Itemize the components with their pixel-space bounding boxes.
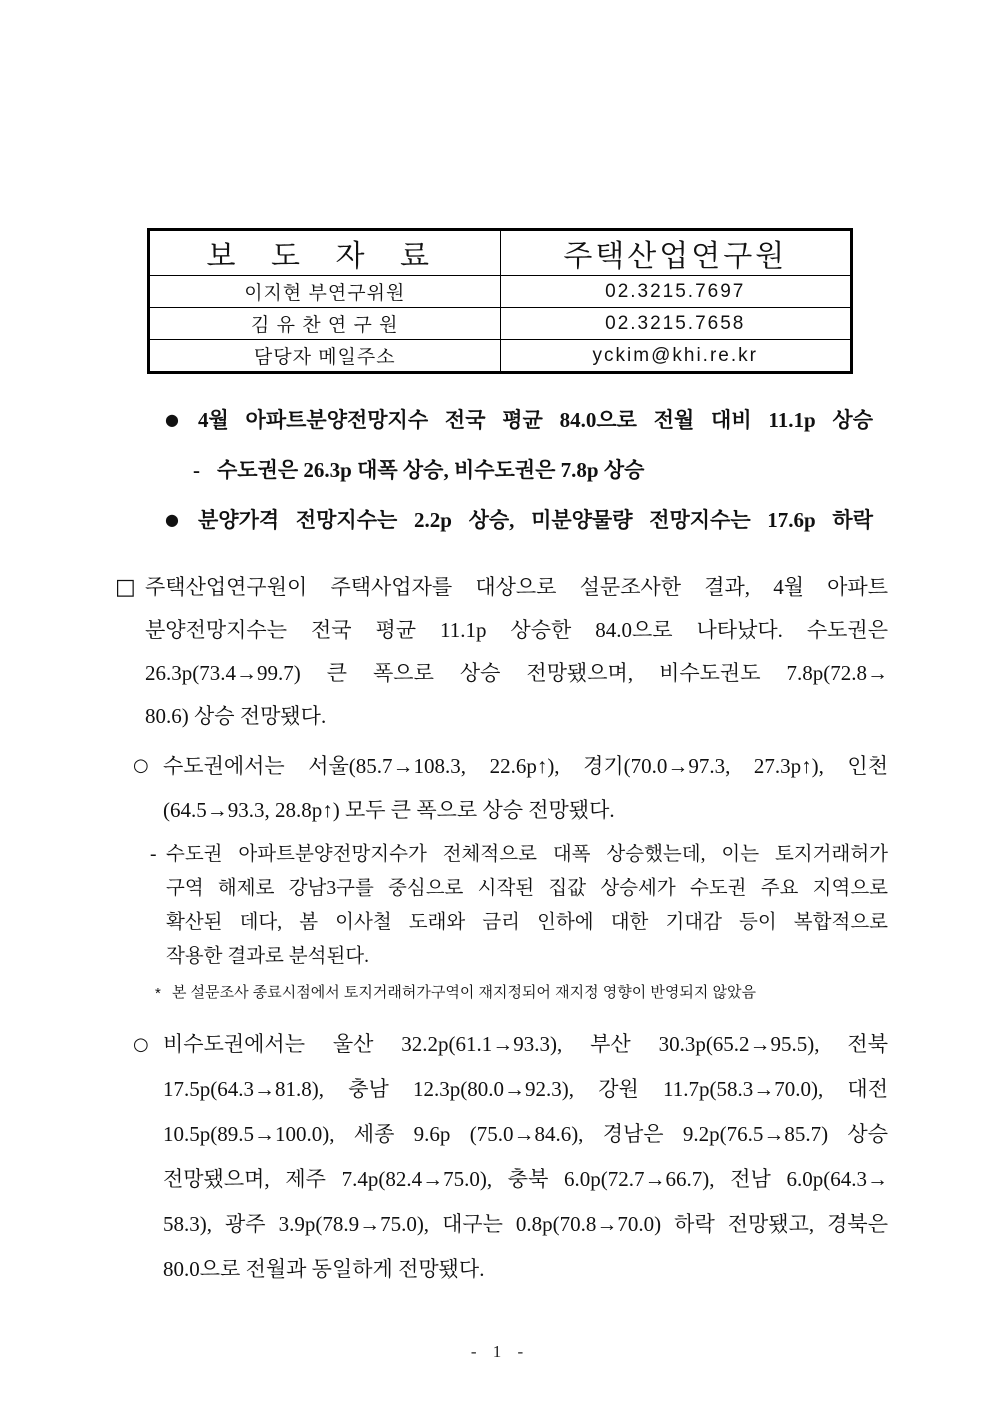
paragraph-line: 58.3), 광주 3.9p(78.9→75.0), 대구는 0.8p(70.8→70.0) 하락 전망됐고, 경북은 xyxy=(163,1212,888,1236)
square-marker-icon: □ xyxy=(115,575,136,600)
paragraph-line: 분양전망지수는 전국 평균 11.1p 상승한 84.0으로 나타났다. 수도권은 xyxy=(145,618,888,642)
highlight-bullet-2 xyxy=(165,495,873,545)
paragraph-main xyxy=(115,566,888,738)
paragraph-line: (64.5→93.3, 28.8p↑) 모두 큰 폭으로 상승 전망됐다. xyxy=(163,798,615,822)
paragraph-line: 비수도권에서는 울산 32.2p(61.1→93.3), 부산 30.3p(65.2→95.5), 전북 xyxy=(163,1032,888,1056)
masthead-row xyxy=(149,230,852,276)
paragraph-line: 수도권 아파트분양전망지수가 전체적으로 대폭 상승했는데, 이는 토지거래허가 xyxy=(166,844,888,865)
highlight-text: 4월 아파트분양전망지수 전국 평균 84.0으로 전월 대비 11.1p 상승 xyxy=(198,408,873,432)
contact-phone-1: 02.3215.7697 xyxy=(500,276,852,308)
paragraph-line: 주택산업연구원이 주택사업자를 대상으로 설문조사한 결과, 4월 아파트 xyxy=(145,575,888,599)
bullet-icon: ● xyxy=(165,510,179,529)
contact-row xyxy=(149,308,852,340)
paragraph-line: 구역 해제로 강남3구를 중심으로 시작된 집값 상승세가 수도권 주요 지역으로 xyxy=(166,878,888,899)
highlight-text: 수도권은 26.3p 대폭 상승, 비수도권은 7.8p 상승 xyxy=(217,458,645,482)
highlight-text: 분양가격 전망지수는 2.2p 상승, 미분양물량 전망지수는 17.6p 하락 xyxy=(198,508,873,532)
circle-marker-icon: ○ xyxy=(133,1034,149,1055)
highlight-sub-item xyxy=(165,445,873,495)
contact-email-label: 담당자 메일주소 xyxy=(149,340,501,373)
contact-row xyxy=(149,340,852,373)
paragraph-analysis xyxy=(150,838,888,974)
asterisk-marker: * xyxy=(155,985,161,1002)
contact-person-1: 이지현 부연구위원 xyxy=(149,276,501,308)
paragraph-metro xyxy=(133,744,888,832)
paragraph-line: 80.0으로 전월과 동일하게 전망됐다. xyxy=(163,1257,485,1281)
footnote-text: 본 설문조사 종료시점에서 토지거래허가구역이 재지정되어 재지정 영향이 반영되지 않았음 xyxy=(172,984,756,1001)
dash-marker: - xyxy=(150,844,157,865)
paragraph-line: 26.3p(73.4→99.7) 큰 폭으로 상승 전망됐으며, 비수도권도 7.8p(72.8→ xyxy=(145,661,888,685)
dash-marker: - xyxy=(193,458,200,482)
footnote xyxy=(155,982,885,1004)
page-number: - 1 - xyxy=(470,1342,530,1361)
contact-email-value: yckim@khi.re.kr xyxy=(500,340,852,373)
paragraph-line: 80.6) 상승 전망됐다. xyxy=(145,704,327,728)
paragraph-line: 확산된 데다, 봄 이사철 도래와 금리 인하에 대한 기대감 등이 복합적으로 xyxy=(166,912,888,933)
paragraph-line: 17.5p(64.3→81.8), 충남 12.3p(80.0→92.3), 강원 11.7p(58.3→70.0), 대전 xyxy=(163,1077,888,1101)
paragraph-line: 전망됐으며, 제주 7.4p(82.4→75.0), 충북 6.0p(72.7→66.7), 전남 6.0p(64.3→ xyxy=(163,1167,888,1191)
paragraph-nonmetro xyxy=(133,1022,888,1292)
highlights-section xyxy=(165,395,873,545)
contact-person-2: 김 유 찬 연 구 원 xyxy=(149,308,501,340)
organization-name: 주택산업연구원 xyxy=(500,230,852,276)
paragraph-line: 작용한 결과로 분석된다. xyxy=(166,946,369,967)
contact-table xyxy=(147,228,853,374)
bullet-icon: ● xyxy=(165,410,179,429)
press-release-title: 보 도 자 료 xyxy=(149,230,501,276)
paragraph-line: 10.5p(89.5→100.0), 세종 9.6p (75.0→84.6), 경남은 9.2p(76.5→85.7) 상승 xyxy=(163,1122,888,1146)
contact-row xyxy=(149,276,852,308)
highlight-bullet-1 xyxy=(165,395,873,445)
paragraph-line: 수도권에서는 서울(85.7→108.3, 22.6p↑), 경기(70.0→97.3, 27.3p↑), 인천 xyxy=(163,754,888,778)
contact-phone-2: 02.3215.7658 xyxy=(500,308,852,340)
circle-marker-icon: ○ xyxy=(133,755,149,776)
